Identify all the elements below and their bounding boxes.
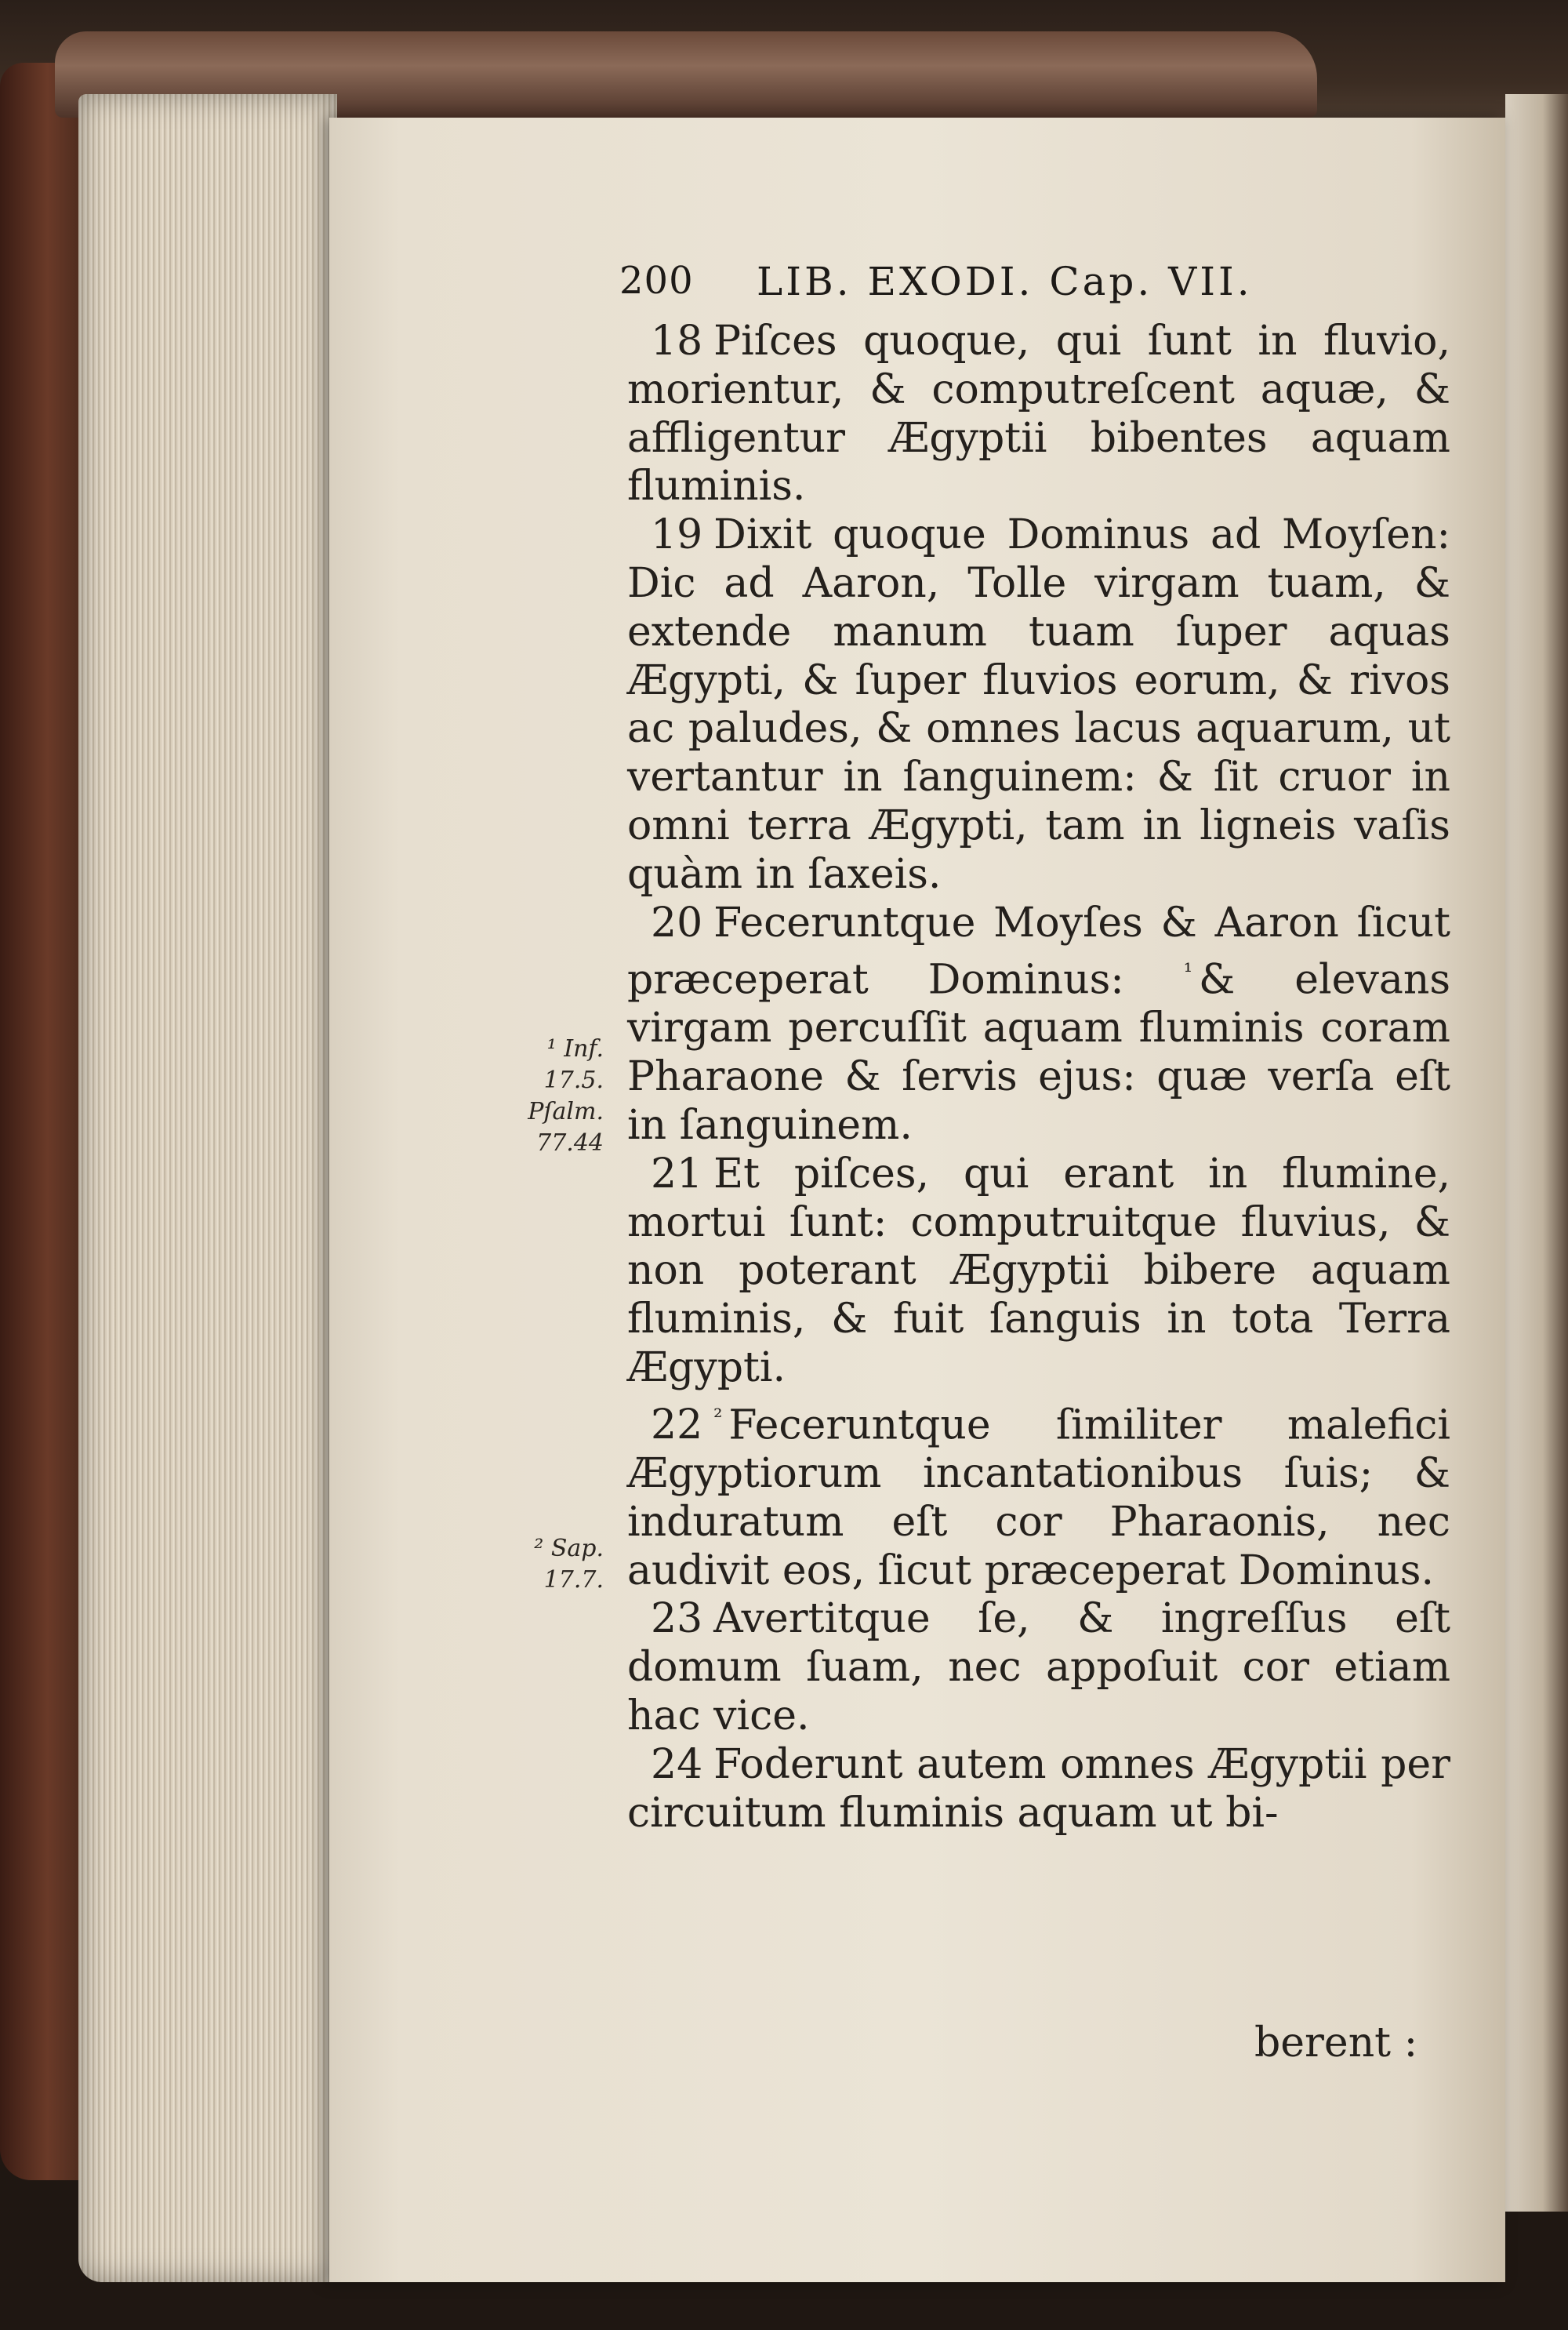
note-mark: ¹ <box>1183 958 1193 985</box>
verse-number: 24 <box>651 1740 703 1788</box>
verse-text-after-note: & elevans virgam percuſſit aquam fluminis coram Pharaone & ſervis ejus: quæ verſa eſt in ſanguinem. <box>627 956 1451 1150</box>
page-number: 200 <box>619 259 694 303</box>
margin-note-line: ² Sap. <box>534 1535 604 1562</box>
margin-note-line: Pſalm. <box>528 1098 604 1125</box>
margin-note-line: ¹ Inf. <box>546 1035 604 1063</box>
verse-text: Dixit quoque Dominus ad Moyſen: Dic ad Aaron, Tolle virgam tuam, & extende manum tuam ſuper aquas Ægypti, & ſuper fluvios eorum, & rivos ac paludes, & omnes lacus aquarum, ut vertantur in ſanguinem: & ſit cruor in omni terra Ægypti, tam in ligneis vaſis quàm in ſaxeis. <box>627 511 1450 898</box>
main-text <box>627 318 1450 1837</box>
verse-23 <box>627 1595 1450 1740</box>
verse-text: Piſces quoque, qui ſunt in fluvio, morientur, & computreſcent aquæ, & affligentur Ægyptii bibentes aquam fluminis. <box>627 318 1450 511</box>
verse-21 <box>627 1150 1450 1393</box>
margin-note-line: 17.5. <box>543 1067 604 1094</box>
verse-20 <box>627 900 1450 1150</box>
catchword: berent : <box>1254 2019 1418 2066</box>
verse-22 <box>627 1393 1450 1596</box>
verse-number: 18 <box>651 318 703 365</box>
verse-number: 21 <box>651 1150 703 1198</box>
margin-note-line: 17.7. <box>543 1566 604 1594</box>
page-edges <box>78 94 337 2282</box>
verse-text: Foderunt autem omnes Ægyptii per circuitum fluminis aquam ut bi- <box>627 1740 1450 1837</box>
running-title: LIB. EXODI. Cap. VII. <box>757 259 1253 304</box>
verse-number: 23 <box>651 1595 703 1643</box>
verse-text: Avertitque ſe, & ingreſſus eſt domum ſuam, nec appoſuit cor etiam hac vice. <box>627 1595 1450 1739</box>
margin-note-1 <box>494 1034 604 1159</box>
book-cover-left <box>0 63 86 2180</box>
verse-number: 19 <box>651 511 703 559</box>
running-header <box>0 259 1568 314</box>
margin-note-line: 77.44 <box>536 1129 604 1157</box>
verse-18 <box>627 318 1450 511</box>
margin-note-2 <box>494 1533 604 1596</box>
verse-19 <box>627 511 1450 899</box>
verse-number: 22 <box>651 1401 703 1449</box>
verse-number: 20 <box>651 899 703 947</box>
verse-text: Et piſces, qui erant in flumine, mortui ſunt: computruitque fluvius, & non poterant Ægyptii bibere aquam fluminis, & fuit ſanguis in tota Terra Ægypti. <box>627 1150 1450 1392</box>
verse-text-before-note: Feceruntque Moyſes & Aaron ſicut præceperat Dominus: <box>627 899 1450 1004</box>
book-cover-right <box>1505 94 1568 2212</box>
note-mark: ² <box>713 1403 723 1430</box>
verse-24 <box>627 1741 1450 1838</box>
verse-text: Feceruntque ſimiliter malefici Ægyptiorum incantationibus ſuis; & induratum eſt cor Pharaonis, nec audivit eos, ſicut præceperat Dominus. <box>627 1401 1450 1594</box>
